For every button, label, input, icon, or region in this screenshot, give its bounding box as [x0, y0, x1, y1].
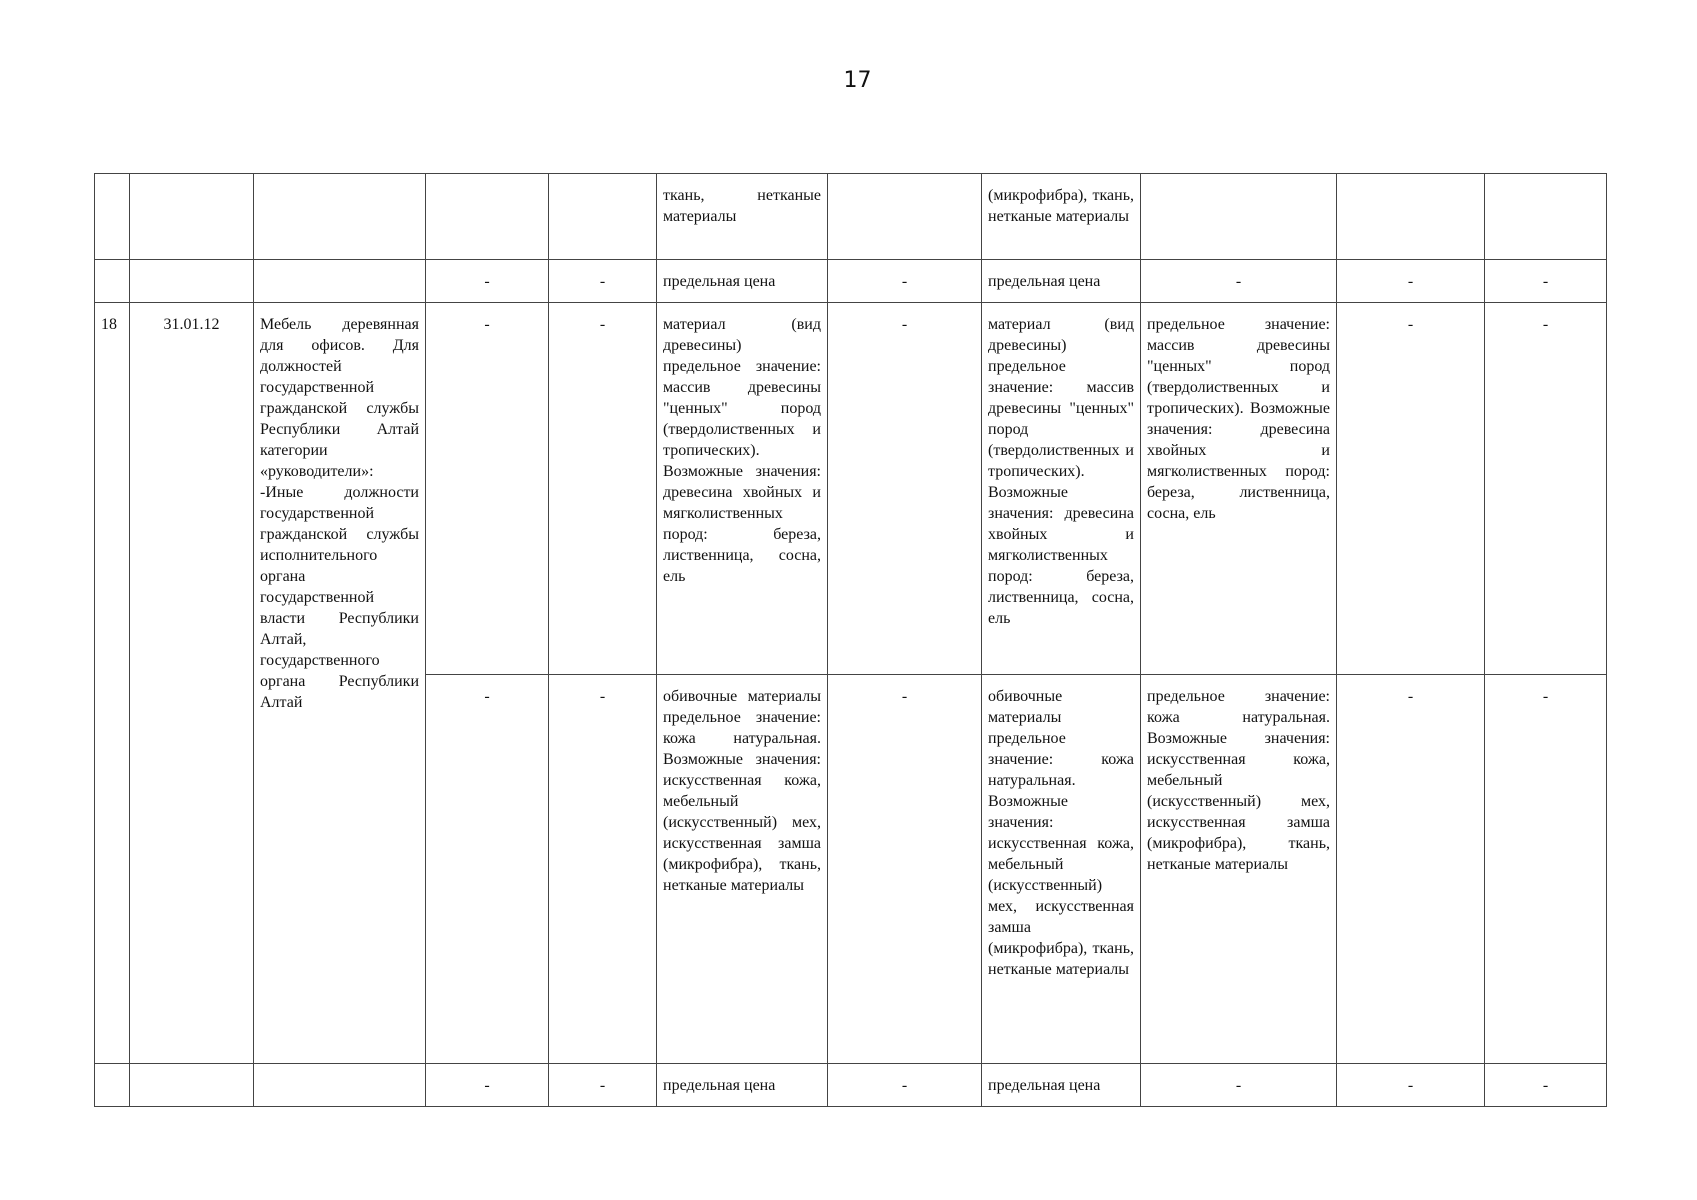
cell-empty	[130, 260, 254, 303]
cell-dash: -	[1485, 260, 1607, 303]
cell-dash: -	[426, 303, 549, 675]
cell-empty	[254, 174, 426, 260]
cell-dash: -	[1141, 1064, 1337, 1107]
cell-characteristic: обивочные материалы предельное значение: кожа натуральная. Возможные значения: искусственная кожа, мебельный (искусственный) мех, искусственная замша (микрофибра), ткань, нетканые материалы	[657, 675, 828, 1064]
cell-empty	[1337, 174, 1485, 260]
cell-characteristic: ткань, нетканые материалы	[657, 174, 828, 260]
cell-empty	[95, 260, 130, 303]
cell-dash: -	[549, 675, 657, 1064]
cell-dash: -	[828, 260, 982, 303]
cell-dash: -	[1337, 260, 1485, 303]
cell-dash: -	[426, 1064, 549, 1107]
cell-dash: -	[1141, 260, 1337, 303]
cell-empty	[254, 1064, 426, 1107]
table-row	[95, 174, 1607, 260]
cell-empty	[130, 174, 254, 260]
cell-characteristic: (микрофибра), ткань, нетканые материалы	[982, 174, 1141, 260]
cell-dash: -	[549, 303, 657, 675]
cell-dash: -	[1337, 1064, 1485, 1107]
cell-item-number: 18	[95, 303, 130, 1064]
cell-dash: -	[828, 303, 982, 675]
cell-empty	[254, 260, 426, 303]
cell-characteristic: обивочные материалы предельное значение: кожа натуральная. Возможные значения: искусственная кожа, мебельный (искусственный) мех, искусственная замша (микрофибра), ткань, нетканые материалы	[982, 675, 1141, 1064]
requirements-table	[94, 173, 1607, 1107]
cell-dash: -	[426, 675, 549, 1064]
table-row	[95, 260, 1607, 303]
cell-dash: -	[1337, 303, 1485, 675]
cell-dash: -	[828, 1064, 982, 1107]
cell-empty	[1485, 174, 1607, 260]
table-row	[95, 303, 1607, 675]
page-number: 17	[843, 68, 872, 93]
cell-dash: -	[828, 675, 982, 1064]
cell-empty	[828, 174, 982, 260]
cell-dash: -	[426, 260, 549, 303]
cell-empty	[426, 174, 549, 260]
cell-empty	[95, 1064, 130, 1107]
cell-dash: -	[549, 260, 657, 303]
cell-dash: -	[549, 1064, 657, 1107]
cell-price-label: предельная цена	[657, 1064, 828, 1107]
cell-price-label: предельная цена	[982, 260, 1141, 303]
cell-dash: -	[1485, 303, 1607, 675]
cell-dash: -	[1337, 675, 1485, 1064]
cell-empty	[1141, 174, 1337, 260]
cell-empty	[95, 174, 130, 260]
table-row	[95, 1064, 1607, 1107]
cell-characteristic: материал (вид древесины) предельное значение: массив древесины "ценных" пород (твердолиственных и тропических). Возможные значения: древесина хвойных и мягколиственных пород: береза, лиственница, сосна, ель	[657, 303, 828, 675]
cell-empty	[130, 1064, 254, 1107]
cell-dash: -	[1485, 1064, 1607, 1107]
cell-item-name: Мебель деревянная для офисов. Для должностей государственной гражданской службы Республики Алтай категории «руководители»: -Иные должности государственной гражданской службы исполнительного органа государственной власти Республики Алтай, государственного органа Республики Алтай	[254, 303, 426, 1064]
cell-price-label: предельная цена	[982, 1064, 1141, 1107]
cell-okpd-code: 31.01.12	[130, 303, 254, 1064]
cell-empty	[549, 174, 657, 260]
cell-characteristic: материал (вид древесины) предельное значение: массив древесины "ценных" пород (твердолиственных и тропических). Возможные значения: древесина хвойных и мягколиственных пород: береза, лиственница, сосна, ель	[982, 303, 1141, 675]
cell-price-label: предельная цена	[657, 260, 828, 303]
cell-value: предельное значение: массив древесины "ценных" пород (твердолиственных и тропических). Возможные значения: древесина хвойных и мягколиственных пород: береза, лиственница, сосна, ель	[1141, 303, 1337, 675]
cell-dash: -	[1485, 675, 1607, 1064]
cell-value: предельное значение: кожа натуральная. Возможные значения: искусственная кожа, мебельный (искусственный) мех, искусственная замша (микрофибра), ткань, нетканые материалы	[1141, 675, 1337, 1064]
